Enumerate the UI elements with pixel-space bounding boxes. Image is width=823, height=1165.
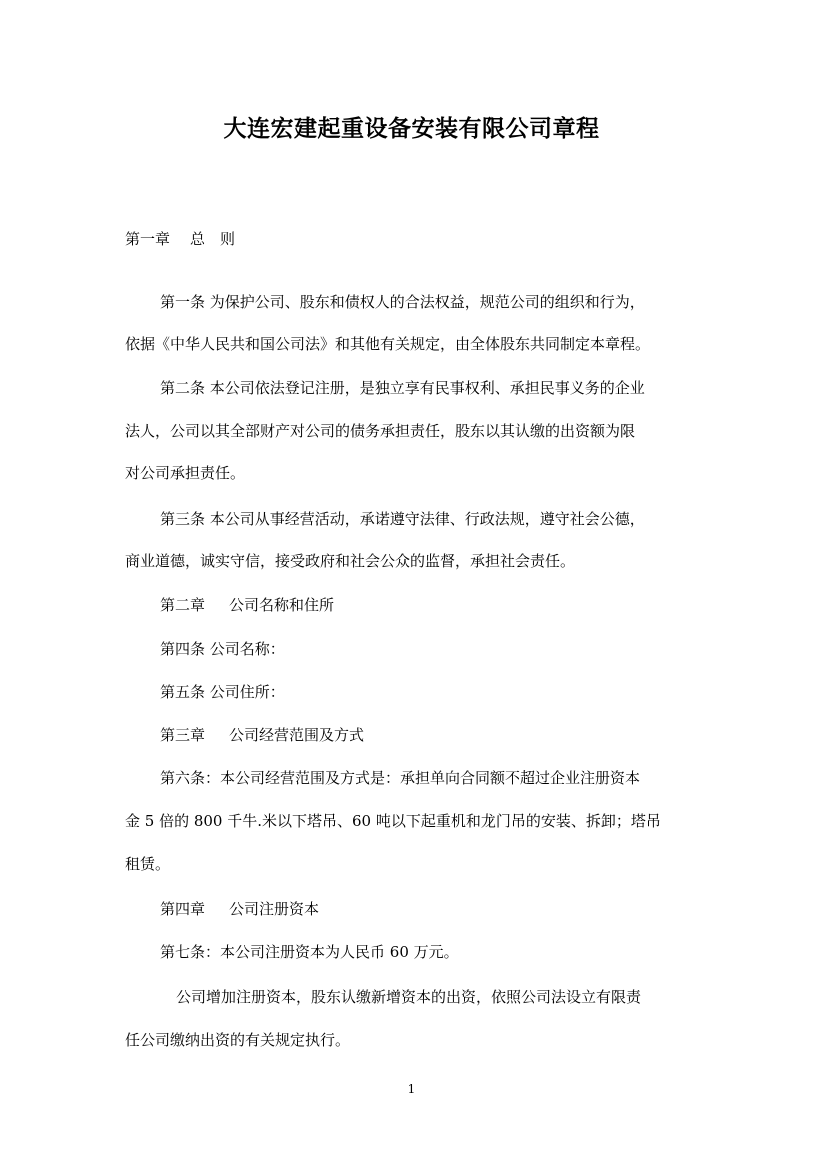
article-2-text-1: 本公司依法登记注册，是独立享有民事权利、承担民事义务的企业	[209, 379, 645, 397]
article-7-para-2-line-1: 公司增加注册资本，股东认缴新增资本的出资，依照公司法设立有限责	[176, 988, 642, 1006]
chapter-2-name: 公司名称和住所	[229, 596, 335, 614]
chapter-2-heading	[160, 594, 750, 615]
chapter-3-name: 公司经营范围及方式	[229, 726, 365, 744]
article-7-para-2-line-2: 任公司缴纳出资的有关规定执行。	[125, 1031, 351, 1049]
article-2-label: 第二条	[160, 379, 206, 397]
article-1-line-1	[160, 291, 715, 312]
article-1-label: 第一条	[160, 293, 206, 311]
chapter-3-label: 第三章	[160, 726, 206, 744]
chapter-4-heading	[160, 898, 750, 919]
article-4: 第四条 公司名称：	[160, 640, 285, 658]
article-5: 第五条 公司住所：	[160, 683, 285, 701]
chapter-3-heading	[160, 724, 750, 745]
article-3-label: 第三条	[160, 510, 206, 528]
chapter-4-name: 公司注册资本	[229, 900, 320, 918]
chapter-4-label: 第四章	[160, 900, 206, 918]
chapter-1-heading	[125, 228, 715, 249]
article-1-text-1: 为保护公司、股东和债权人的合法权益，规范公司的组织和行为，	[209, 293, 645, 311]
document-title: 大连宏建起重设备安装有限公司章程	[223, 116, 600, 142]
chapter-1-name: 总 则	[190, 230, 236, 248]
article-2-line-3: 对公司承担责任。	[125, 464, 246, 482]
article-3-line-1	[160, 508, 715, 529]
article-6-line-2: 金 5 倍的 800 千牛.米以下塔吊、60 吨以下起重机和龙门吊的安装、拆卸；塔吊	[125, 812, 661, 830]
article-6-line-1: 第六条：本公司经营范围及方式是：承担单向合同额不超过企业注册资本	[160, 769, 641, 787]
article-7: 第七条：本公司注册资本为人民币 60 万元。	[160, 943, 459, 961]
article-1-line-2: 依据《中华人民共和国公司法》和其他有关规定，由全体股东共同制定本章程。	[125, 335, 651, 353]
article-2-line-2: 法人，公司以其全部财产对公司的债务承担责任，股东以其认缴的出资额为限	[125, 422, 636, 440]
article-6-line-3: 租赁。	[125, 855, 171, 873]
chapter-2-label: 第二章	[160, 596, 206, 614]
article-3-line-2: 商业道德，诚实守信，接受政府和社会公众的监督，承担社会责任。	[125, 552, 576, 570]
chapter-1-label: 第一章	[125, 230, 171, 248]
article-2-line-1	[160, 377, 715, 398]
article-3-text-1: 本公司从事经营活动，承诺遵守法律、行政法规，遵守社会公德，	[209, 510, 645, 528]
page-number: 1	[407, 1082, 416, 1096]
